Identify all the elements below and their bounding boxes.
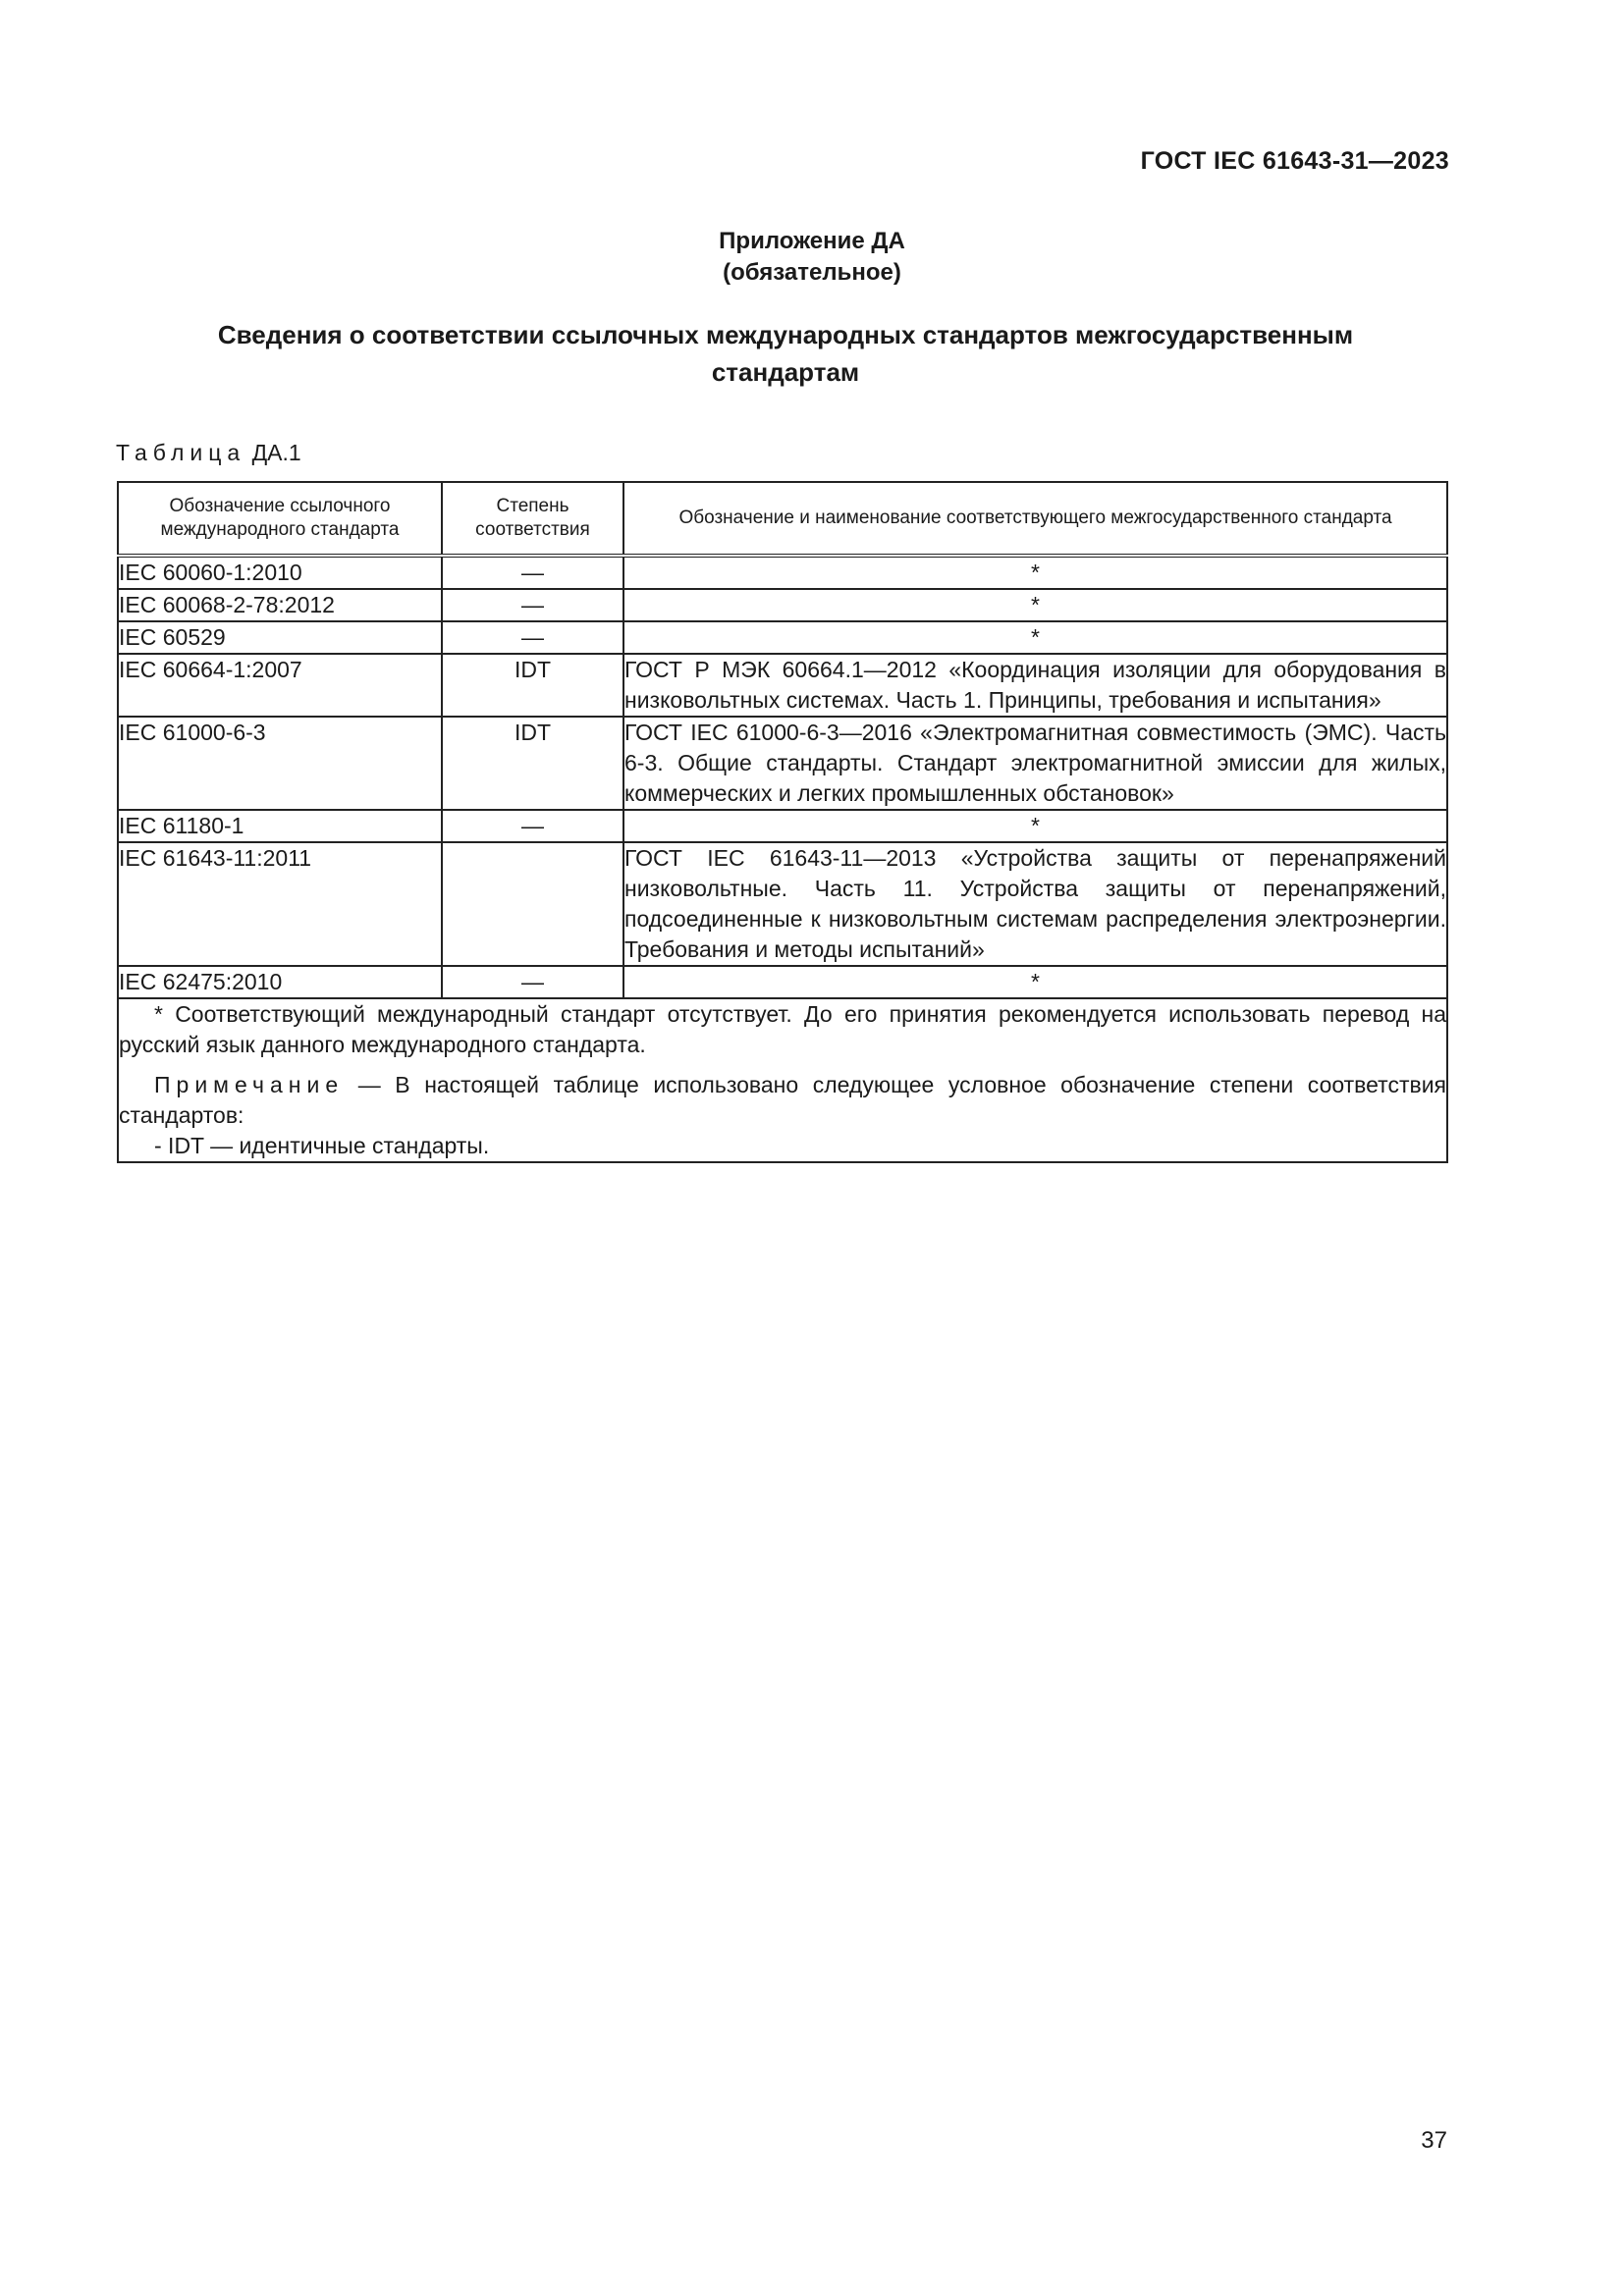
cell-national: ГОСТ IEC 61643-11—2013 «Устройства защиты от перенапряжений низковольтные. Часть 11. Устройства защиты от перенапряжений, подсоединенные к низковольтным системам распределения электроэнергии. Требования и методы испытаний» xyxy=(623,842,1447,966)
header-col-degree: Степень соответствия xyxy=(442,482,623,556)
cell-standard: IEC 60529 xyxy=(118,621,442,654)
appendix-heading xyxy=(0,226,1624,289)
cell-standard: IEC 61180-1 xyxy=(118,810,442,842)
cell-standard: IEC 61643-11:2011 xyxy=(118,842,442,966)
header-col-standard: Обозначение ссылочного международного стандарта xyxy=(118,482,442,556)
note-label: Примечание xyxy=(154,1072,345,1097)
cell-national: * xyxy=(623,810,1447,842)
section-title-line2: стандартам xyxy=(711,357,860,387)
table-row xyxy=(118,556,1447,589)
table-row xyxy=(118,966,1447,998)
header-col-national: Обозначение и наименование соответствующего межгосударственного стандарта xyxy=(623,482,1447,556)
cell-degree: — xyxy=(442,810,623,842)
table-caption xyxy=(116,440,301,466)
table-caption-id: ДА.1 xyxy=(251,440,301,465)
cell-degree xyxy=(442,842,623,966)
table-row xyxy=(118,810,1447,842)
cell-national: * xyxy=(623,556,1447,589)
note-item: - IDT — идентичные стандарты. xyxy=(154,1133,490,1158)
cell-national: ГОСТ Р МЭК 60664.1—2012 «Координация изоляции для оборудования в низковольтных системах. Часть 1. Принципы, требования и испытания» xyxy=(623,654,1447,717)
table-row xyxy=(118,842,1447,966)
document-code: ГОСТ IEC 61643-31—2023 xyxy=(1140,147,1449,175)
table-footnote: * Соответствующий международный стандарт отсутствует. До его принятия рекомендуется использовать перевод на русский язык данного международного стандарта. xyxy=(119,1001,1446,1057)
cell-degree: — xyxy=(442,621,623,654)
cell-degree: — xyxy=(442,589,623,621)
note-text: — В настоящей таблице использовано следующее условное обозначение степени соответствия стандартов: xyxy=(119,1072,1447,1128)
appendix-title: Приложение ДА xyxy=(719,228,905,254)
cell-standard: IEC 60060-1:2010 xyxy=(118,556,442,589)
page-number: 37 xyxy=(1421,2127,1447,2154)
appendix-status: (обязательное) xyxy=(723,259,901,286)
table-row xyxy=(118,654,1447,717)
cell-standard: IEC 62475:2010 xyxy=(118,966,442,998)
table-caption-word: Таблица xyxy=(116,440,246,465)
correspondence-table xyxy=(117,481,1448,1163)
section-title xyxy=(118,316,1453,391)
cell-degree: — xyxy=(442,966,623,998)
table-row xyxy=(118,589,1447,621)
table-footer-row xyxy=(118,998,1447,1162)
table-header-row xyxy=(118,482,1447,556)
cell-degree: — xyxy=(442,556,623,589)
cell-degree: IDT xyxy=(442,717,623,810)
cell-standard: IEC 60664-1:2007 xyxy=(118,654,442,717)
cell-national: * xyxy=(623,966,1447,998)
cell-national: ГОСТ IEC 61000-6-3—2016 «Электромагнитная совместимость (ЭМС). Часть 6-3. Общие стандарты. Стандарт электромагнитной эмиссии для жилых, коммерческих и легких промышленных обстановок» xyxy=(623,717,1447,810)
cell-standard: IEC 60068-2-78:2012 xyxy=(118,589,442,621)
section-title-line1: Сведения о соответствии ссылочных международных стандартов межгосударственным xyxy=(217,320,1354,349)
table-row xyxy=(118,717,1447,810)
cell-national: * xyxy=(623,589,1447,621)
table-row xyxy=(118,621,1447,654)
table-note xyxy=(119,1070,1446,1131)
cell-degree: IDT xyxy=(442,654,623,717)
cell-national: * xyxy=(623,621,1447,654)
cell-standard: IEC 61000-6-3 xyxy=(118,717,442,810)
table-notes xyxy=(118,998,1447,1162)
